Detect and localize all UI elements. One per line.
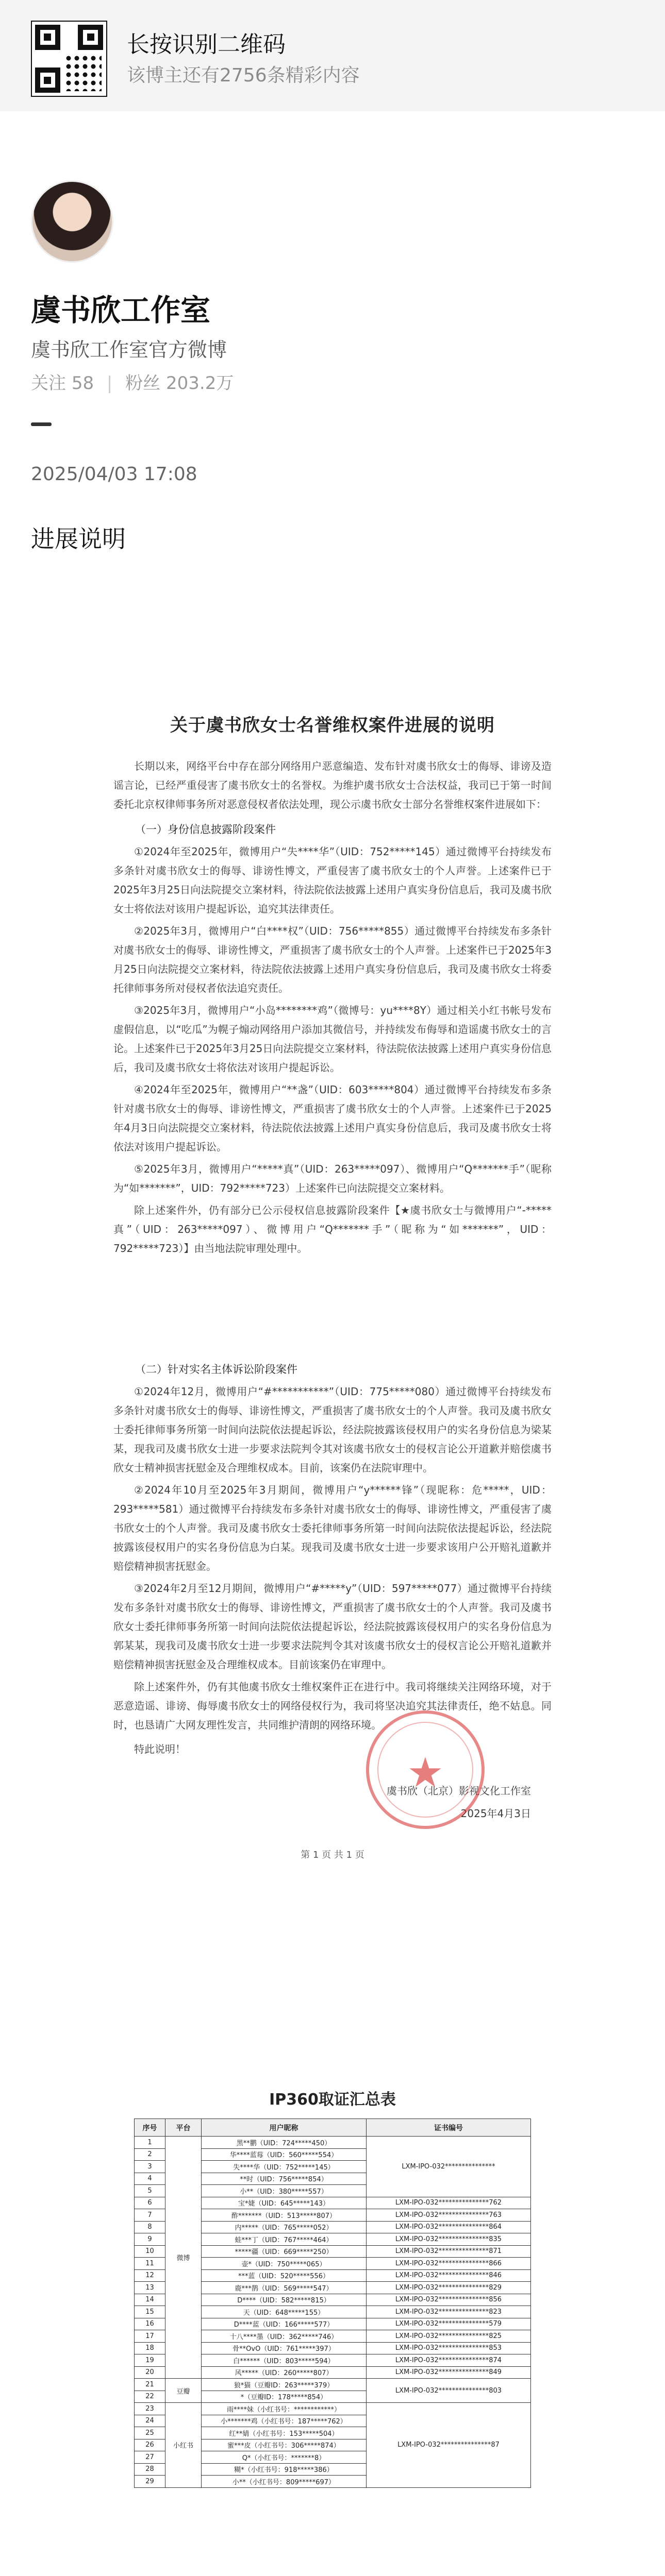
nickname-cell: 鹿***鹊（UID：569*****547） [202, 2282, 367, 2294]
nickname-cell: Q*（小红书号：*******8） [202, 2451, 367, 2464]
certificate-cell: LXM-IPO-032***************874 [367, 2354, 531, 2367]
certificate-cell: LXM-IPO-032***************763 [367, 2209, 531, 2222]
row-number-cell: 11 [135, 2258, 165, 2270]
row-number-cell: 4 [135, 2173, 165, 2185]
certificate-cell: LXM-IPO-032***************835 [367, 2233, 531, 2246]
nickname-cell: 内*****（UID：765*****052） [202, 2221, 367, 2233]
certificate-cell: LXM-IPO-032***************866 [367, 2258, 531, 2270]
nickname-cell: 酢*******（UID：513*****807） [202, 2209, 367, 2222]
certificate-cell: LXM-IPO-032***************87 [367, 2403, 531, 2488]
section1-paragraph: ①2024年至2025年，微博用户“失****华”（UID：752*****145）通过微博平台持续发布多条针对虞书欣女士的侮辱、诽谤性博文，严重侵害了虞书欣女士的个人声誉。上述案件已于2025年3月25日向法院提交立案材料，待法院依法披露上述用户真实身份信息后，我司及虞书欣女士将依法对该用户提起诉讼，追究其法律责任。 [113, 845, 552, 915]
certificate-cell: LXM-IPO-032***************825 [367, 2330, 531, 2343]
row-number-cell: 22 [135, 2391, 165, 2403]
qr-code-top[interactable] [31, 21, 107, 97]
platform-cell: 小红书 [165, 2403, 202, 2488]
table-row [135, 2379, 531, 2391]
certificate-cell: LXM-IPO-032*************** [367, 2137, 531, 2197]
row-number-cell: 24 [135, 2415, 165, 2427]
row-number-cell: 18 [135, 2342, 165, 2354]
certificate-cell: LXM-IPO-032***************579 [367, 2318, 531, 2330]
fans-label: 粉丝 [125, 373, 161, 394]
row-number-cell: 16 [135, 2318, 165, 2330]
nickname-cell: 十八****墨（UID：362*****746） [202, 2330, 367, 2343]
table-row [135, 2137, 531, 2149]
signature-company: 虞书欣（北京）影视文化工作室 [387, 1785, 531, 1797]
section2-heading: （二）针对实名主体诉讼阶段案件 [135, 1363, 297, 1376]
certificate-cell: LXM-IPO-032***************803 [367, 2379, 531, 2403]
row-number-cell: 1 [135, 2137, 165, 2149]
evidence-table-image[interactable] [77, 2066, 588, 2576]
nickname-cell: 狼*猫（豆瓣ID：263*****379） [202, 2379, 367, 2391]
certificate-cell: LXM-IPO-032***************864 [367, 2221, 531, 2233]
nickname-cell: 蜜***皮（小红书号：306*****874） [202, 2439, 367, 2451]
nickname-cell: 雨****妹（小红书号：************） [202, 2403, 367, 2415]
column-header: 证书编号 [367, 2119, 531, 2137]
row-number-cell: 13 [135, 2282, 165, 2294]
profile-stats [31, 369, 234, 394]
column-header: 序号 [135, 2119, 165, 2137]
column-header: 平台 [165, 2119, 202, 2137]
statement-document[interactable] [77, 665, 588, 2045]
nickname-cell: D****蓝（UID：166*****577） [202, 2318, 367, 2330]
nickname-cell: 华****蓝莓（UID：560*****554） [202, 2148, 367, 2161]
table-row [135, 2403, 531, 2415]
section1-paragraph: ②2025年3月，微博用户“白****权”（UID：756*****855）通过微博平台持续发布多条针对虞书欣女士的侮辱、诽谤性博文，严重损害了虞书欣女士的个人声誉。上述案件已于2025年3月25日向法院提交立案材料，待法院依法披露上述用户真实身份信息后，我司及虞书欣女士将委托律师事务所对侵权者依法追究责任。 [113, 925, 552, 994]
row-number-cell: 19 [135, 2354, 165, 2367]
section2-paragraph: ②2024年10月至2025年3月期间，微博用户“y******锋”（现昵称：危*****，UID：293*****581）通过微博平台持续发布多条针对虞书欣女士的侮辱、诽谤性博文，严重侵害了虞书欣女士的个人声誉。我司及虞书欣女士委托律师事务所第一时间向法院依法提起诉讼，经法院披露该侵权用户的实名身份信息为白某。现我司及虞书欣女士进一步要求该用户公开赔礼道歉并赔偿精神损害抚慰金。 [113, 1484, 552, 1572]
company-seal [366, 1710, 485, 1829]
post-date: 2025/04/03 17:08 [31, 464, 197, 485]
row-number-cell: 6 [135, 2197, 165, 2209]
table-header-row [135, 2119, 531, 2137]
nickname-cell: 蛙***丁（UID：767*****464） [202, 2233, 367, 2246]
platform-cell: 微博 [165, 2137, 202, 2379]
certificate-cell: LXM-IPO-032***************871 [367, 2245, 531, 2258]
section1-paragraph: ⑤2025年3月，微博用户“*****真”（UID：263*****097）、微博用户“Q*******手”（昵称为“如*******”，UID：792*****723）上述案件已向法院提交立案材料。 [113, 1163, 552, 1194]
nickname-cell: *（豆瓣ID：178*****854） [202, 2391, 367, 2403]
avatar[interactable] [31, 180, 113, 263]
stats-divider: | [106, 373, 113, 394]
column-header: 用户昵称 [202, 2119, 367, 2137]
follows-count: 58 [71, 373, 94, 394]
qr-banner-subtitle: 该博主还有2756条精彩内容 [127, 65, 360, 86]
section2-paragraph: ①2024年12月，微博用户“#***********”（UID：775*****080）通过微博平台持续发布多条针对虞书欣女士的侮辱、诽谤性博文，严重损害了虞书欣女士的个人声誉。我司及虞书欣女士委托律师事务所第一时间向法院依法提起诉讼，经法院披露该侵权用户的实名身份信息为梁某某，现我司及虞书欣女士进一步要求法院判令其对该虞书欣女士的侵权言论公开道歉并赔偿虞书欣女士精神损害抚慰金及合理维权成本。目前，该案仍在法院审理中。 [113, 1385, 552, 1474]
row-number-cell: 3 [135, 2161, 165, 2173]
nickname-cell: 天（UID：648*****155） [202, 2306, 367, 2318]
evidence-table-title: IP360取证汇总表 [269, 2091, 396, 2109]
certificate-cell: LXM-IPO-032***************849 [367, 2366, 531, 2379]
nickname-cell: *****疆（UID：669*****250） [202, 2245, 367, 2258]
row-number-cell: 29 [135, 2476, 165, 2488]
section1-paragraph: 除上述案件外，仍有部分已公示侵权信息披露阶段案件【★虞书欣女士与微博用户“-*****真”（UID：263*****097）、微博用户“Q*******手”（昵称为“如*******”，UID：792*****723）】由当地法院审理处理中。 [113, 1204, 552, 1255]
row-number-cell: 7 [135, 2209, 165, 2222]
section1-paragraph: ④2024年至2025年，微博用户“**盏”（UID：603*****804）通过微博平台持续发布多条针对虞书欣女士的侮辱、诽谤性博文，严重损害了虞书欣女士的个人声誉。上述案件已于2025年4月3日向法院提交立案材料，待法院依法披露上述用户真实身份信息后，我司及虞书欣女士将依法对该用户提起诉讼。 [113, 1083, 552, 1153]
divider-handle [31, 422, 52, 426]
follows-label: 关注 [31, 373, 66, 394]
nickname-cell: 骨**OvO（UID：761*****397） [202, 2342, 367, 2354]
row-number-cell: 2 [135, 2148, 165, 2161]
nickname-cell: 白******（UID：803*****594） [202, 2354, 367, 2367]
row-number-cell: 10 [135, 2245, 165, 2258]
certificate-cell: LXM-IPO-032***************856 [367, 2294, 531, 2306]
signature-date: 2025年4月3日 [460, 1807, 531, 1820]
nickname-cell: 黑**鹏（UID：724*****450） [202, 2137, 367, 2149]
row-number-cell: 12 [135, 2269, 165, 2282]
row-number-cell: 17 [135, 2330, 165, 2343]
row-number-cell: 5 [135, 2185, 165, 2197]
nickname-cell: D****（UID：582*****815） [202, 2294, 367, 2306]
document-special-note: 特此说明！ [134, 1743, 186, 1755]
row-number-cell: 27 [135, 2451, 165, 2464]
nickname-cell: 宝*婕（UID：645*****143） [202, 2197, 367, 2209]
post-text: 进展说明 [31, 525, 126, 553]
qr-banner-top [0, 0, 665, 111]
nickname-cell: ***蓝（UID：520*****556） [202, 2269, 367, 2282]
row-number-cell: 14 [135, 2294, 165, 2306]
row-number-cell: 15 [135, 2306, 165, 2318]
document-intro: 长期以来，网络平台中存在部分网络用户恶意编造、发布针对虞书欣女士的侮辱、诽谤及造谣言论，已经严重侵害了虞书欣女士的名誉权。为维护虞书欣女士合法权益，我司已于第一时间委托北京权律师事务所对恶意侵权者依法处理，现公示虞书欣女士部分名誉维权案件进展如下： [113, 760, 552, 810]
row-number-cell: 21 [135, 2379, 165, 2391]
nickname-cell: 小**（UID：380*****557） [202, 2185, 367, 2197]
row-number-cell: 26 [135, 2439, 165, 2451]
profile-description: 虞书欣工作室官方微博 [31, 338, 227, 361]
page-number: 第 1 页 共 1 页 [301, 1850, 364, 1860]
evidence-table [134, 2119, 531, 2488]
nickname-cell: 小**（小红书号：809*****697） [202, 2476, 367, 2488]
certificate-cell: LXM-IPO-032***************853 [367, 2342, 531, 2354]
nickname-cell: **时（UID：756*****854） [202, 2173, 367, 2185]
certificate-cell: LXM-IPO-032***************846 [367, 2269, 531, 2282]
section1-heading: （一）身份信息披露阶段案件 [135, 823, 276, 836]
certificate-cell: LXM-IPO-032***************823 [367, 2306, 531, 2318]
row-number-cell: 20 [135, 2366, 165, 2379]
platform-cell: 豆瓣 [165, 2379, 202, 2403]
certificate-cell: LXM-IPO-032***************762 [367, 2197, 531, 2209]
nickname-cell: 糊*（小红书号：918*****386） [202, 2463, 367, 2476]
nickname-cell: 壶*（UID：750*****065） [202, 2258, 367, 2270]
certificate-cell: LXM-IPO-032***************829 [367, 2282, 531, 2294]
section1-paragraph: ③2025年3月，微博用户“小岛********鸡”（微博号：yu****8Y）通过相关小红书帐号发布虚假信息，以“吃瓜”为幌子煽动网络用户添加其微信号，并持续发布侮辱和造谣虞书欣女士的言论。上述案件已于2025年3月25日向法院提交立案材料，待法院依法披露上述用户真实身份信息后，我司及虞书欣女士将依法对该用户提起诉讼。 [113, 1004, 552, 1074]
row-number-cell: 8 [135, 2221, 165, 2233]
profile-name[interactable]: 虞书欣工作室 [31, 293, 211, 328]
nickname-cell: 失****华（UID：752*****145） [202, 2161, 367, 2173]
document-title: 关于虞书欣女士名誉维权案件进展的说明 [170, 715, 495, 736]
fans-count: 203.2万 [165, 373, 234, 394]
qr-banner-title: 长按识别二维码 [127, 31, 286, 58]
section2-paragraph: ③2024年2月至12月期间，微博用户“#*****y”（UID：597*****077）通过微博平台持续发布多条针对虞书欣女士的侮辱、诽谤性博文，严重损害了虞书欣女士的个人声誉。我司及虞书欣女士委托律师事务所第一时间向法院依法提起诉讼，经法院披露该侵权用户的实名身份信息为郭某某，现我司及虞书欣女士进一步要求法院判令其对该虞书欣女士的侵权言论公开赔礼道歉并赔偿精神损害抚慰金及合理维权成本。目前该案仍在审理中。 [113, 1582, 552, 1671]
row-number-cell: 23 [135, 2403, 165, 2415]
row-number-cell: 9 [135, 2233, 165, 2246]
row-number-cell: 28 [135, 2463, 165, 2476]
document-closing: 除上述案件外，仍有其他虞书欣女士维权案件正在进行中。我司将继续关注网络环境，对于恶意造谣、诽谤、侮辱虞书欣女士的网络侵权行为，我司将坚决追究其法律责任，绝不姑息。同时，也恳请广大网友理性发言，共同维护清朗的网络环境。 [113, 1681, 552, 1731]
nickname-cell: 小*******鸡（小红书号：187*****762） [202, 2415, 367, 2427]
row-number-cell: 25 [135, 2427, 165, 2439]
nickname-cell: 风*****（UID：260*****807） [202, 2366, 367, 2379]
nickname-cell: 红**婧（小红书号：153*****504） [202, 2427, 367, 2439]
